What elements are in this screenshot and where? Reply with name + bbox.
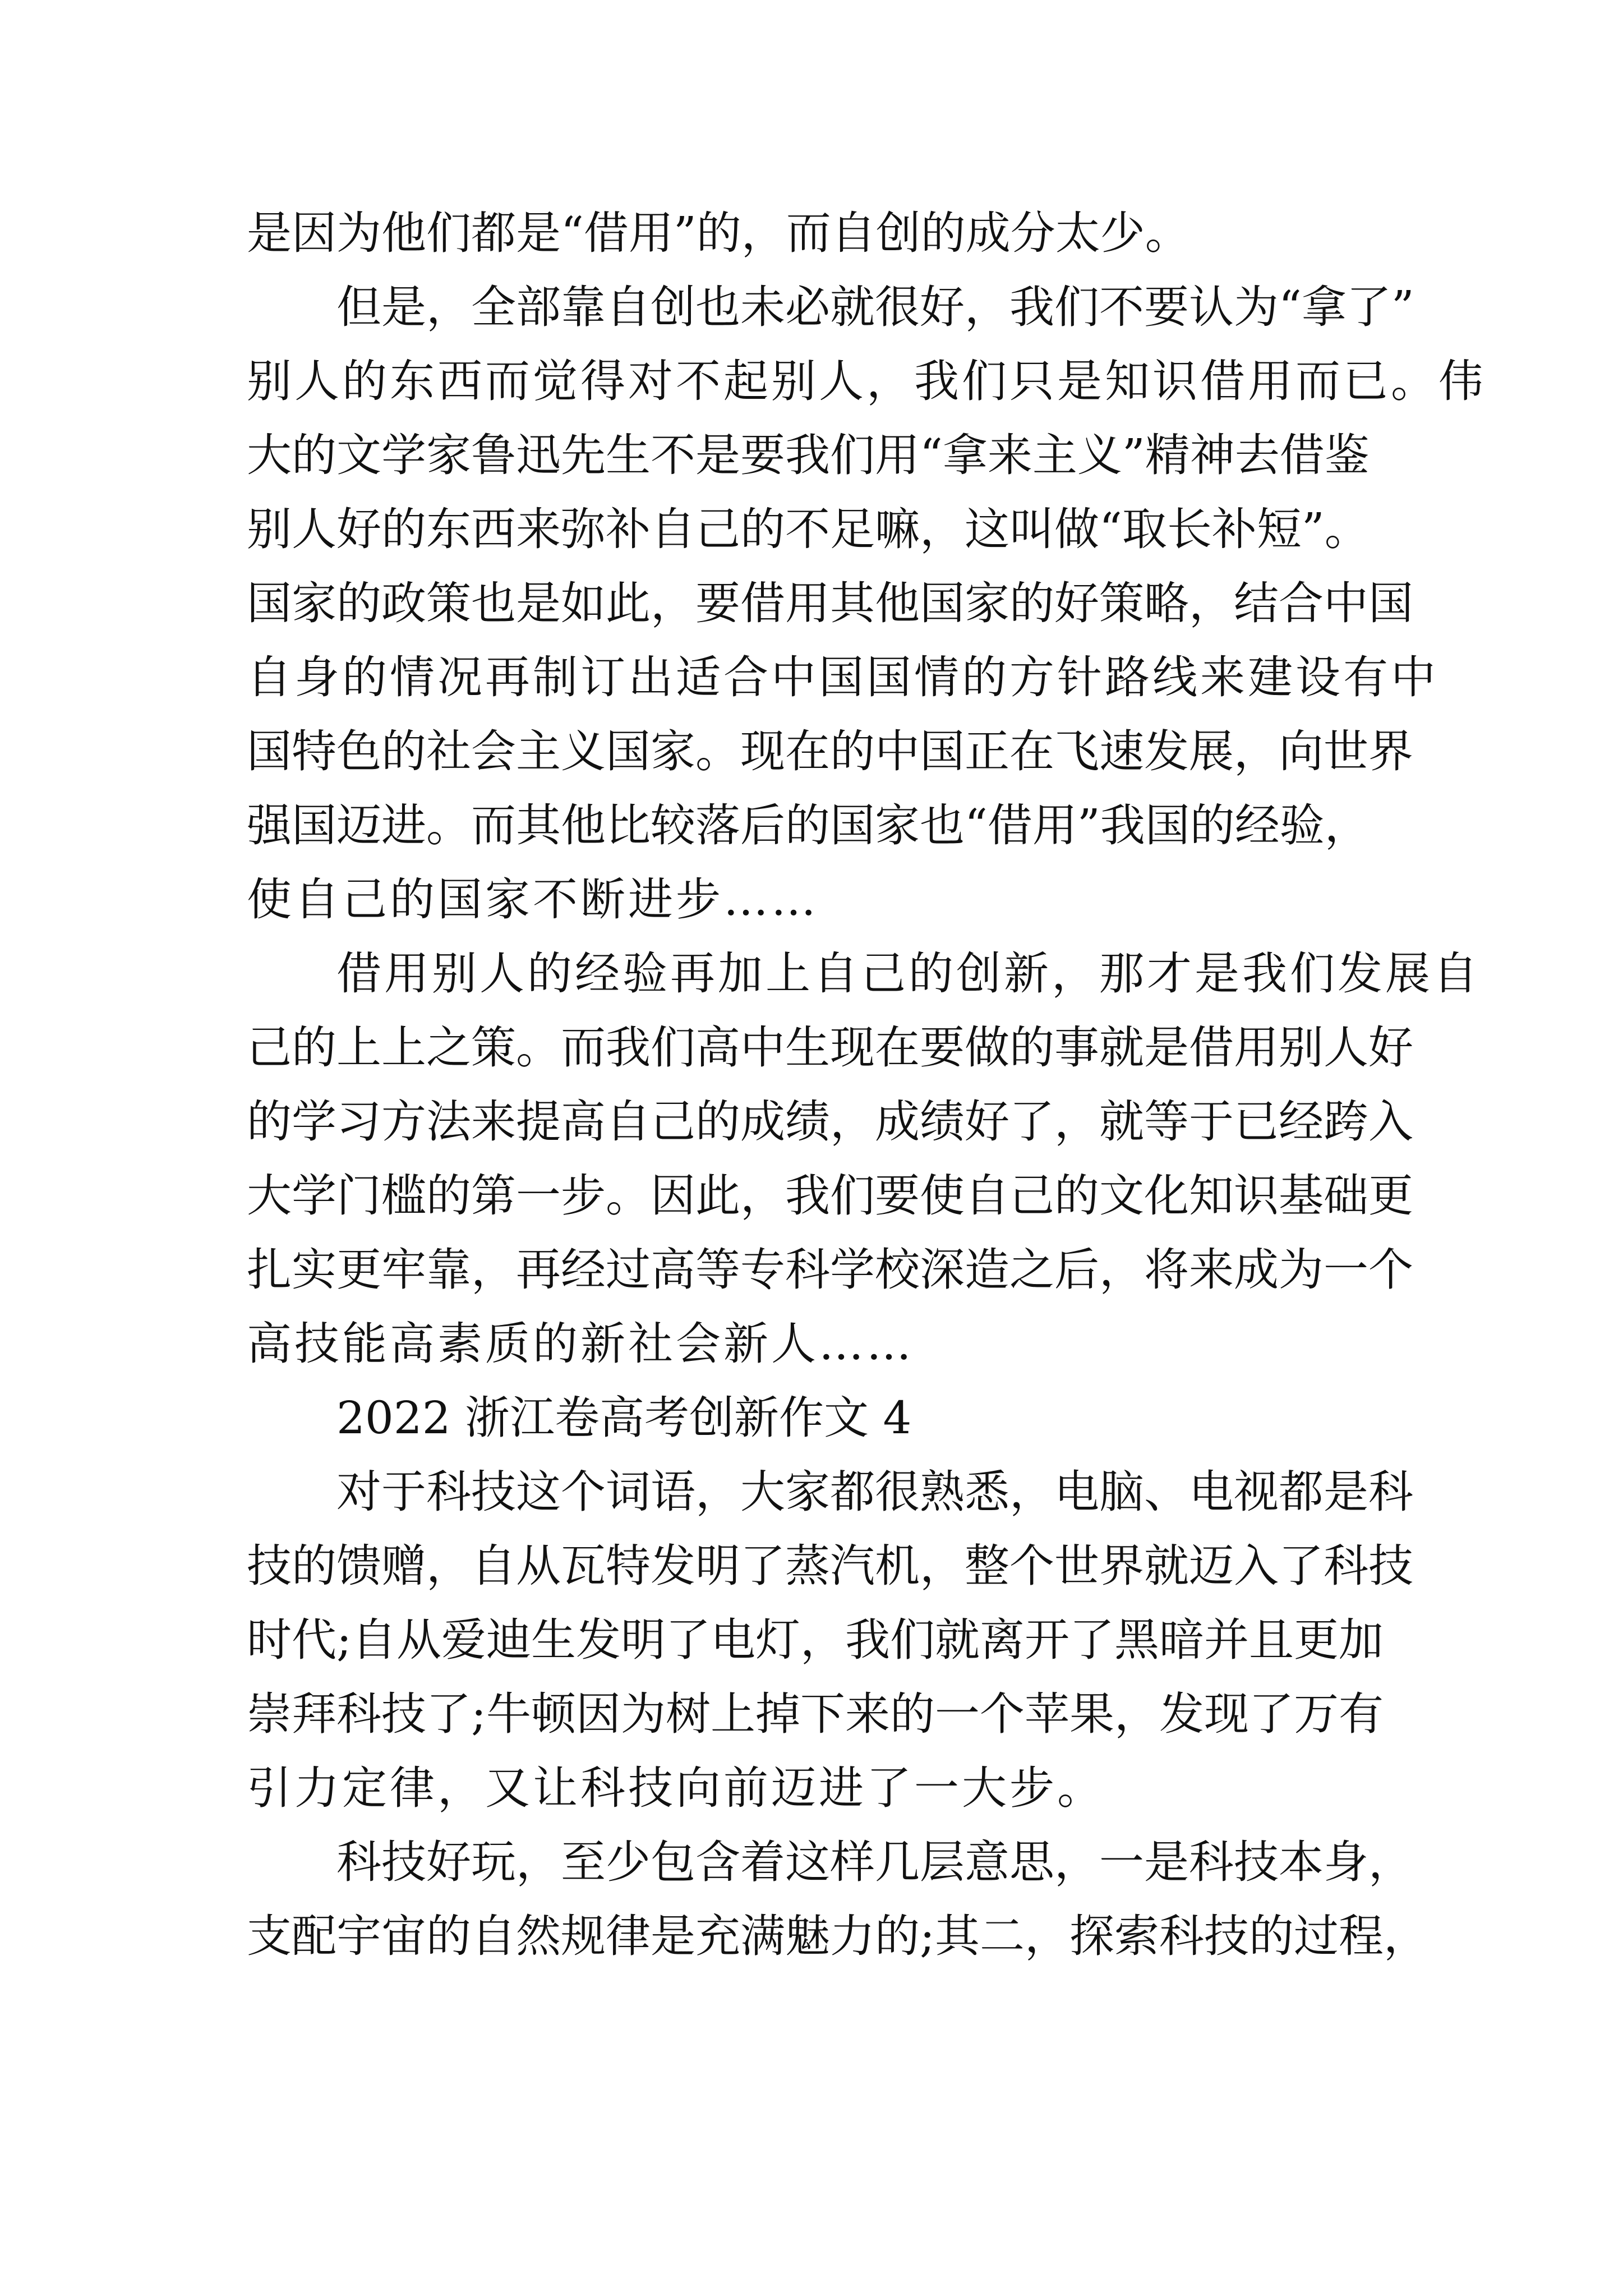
text-line: 借用别人的经验再加上自己的创新，那才是我们发展自 [336,947,1481,1000]
text-line: 高技能高素质的新社会新人…… [247,1318,914,1370]
text-line: 技的馈赠，自从瓦特发明了蒸汽机，整个世界就迈入了科技 [247,1540,1413,1592]
essay-heading: 2022 浙江卷高考创新作文 4 [336,1392,912,1444]
text-line: 时代;自从爱迪生发明了电灯，我们就离开了黑暗并且更加 [247,1614,1384,1666]
text-line: 国家的政策也是如此，要借用其他国家的好策略，结合中国 [247,577,1413,629]
text-line: 别人好的东西来弥补自己的不足嘛，这叫做“取长补短”。 [247,503,1370,555]
text-line: 大学门槛的第一步。因此，我们要使自己的文化知识基础更 [247,1170,1413,1222]
document-body [247,196,1486,1973]
text-line: 引力定律，又让科技向前迈进了一大步。 [247,1762,1105,1814]
text-line: 扎实更牢靠，再经过高等专科学校深造之后，将来成为一个 [247,1244,1413,1296]
text-line: 使自己的国家不断进步…… [247,873,819,926]
text-line: 别人的东西而觉得对不起别人，我们只是知识借用而已。伟 [247,355,1486,407]
text-line: 己的上上之策。而我们高中生现在要做的事就是借用别人好 [247,1022,1413,1074]
text-line: 科技好玩，至少包含着这样几层意思，一是科技本身， [336,1836,1413,1888]
text-line: 强国迈进。而其他比较落后的国家也“借用”我国的经验， [247,799,1370,852]
text-line: 但是，全部靠自创也未必就很好，我们不要认为“拿了” [336,281,1414,333]
text-line: 国特色的社会主义国家。现在的中国正在飞速发展，向世界 [247,725,1413,777]
text-line: 崇拜科技了;牛顿因为树上掉下来的一个苹果，发现了万有 [247,1688,1384,1740]
text-line: 大的文学家鲁迅先生不是要我们用“拿来主义”精神去借鉴 [247,429,1370,481]
text-line: 对于科技这个词语，大家都很熟悉，电脑、电视都是科 [336,1466,1413,1518]
text-line: 自身的情况再制订出适合中国国情的方针路线来建设有中 [247,651,1438,703]
text-line: 是因为他们都是“借用”的，而自创的成分太少。 [247,207,1190,259]
text-line: 的学习方法来提高自己的成绩，成绩好了，就等于已经跨入 [247,1096,1413,1148]
text-line: 支配宇宙的自然规律是充满魅力的;其二，探索科技的过程， [247,1910,1428,1962]
